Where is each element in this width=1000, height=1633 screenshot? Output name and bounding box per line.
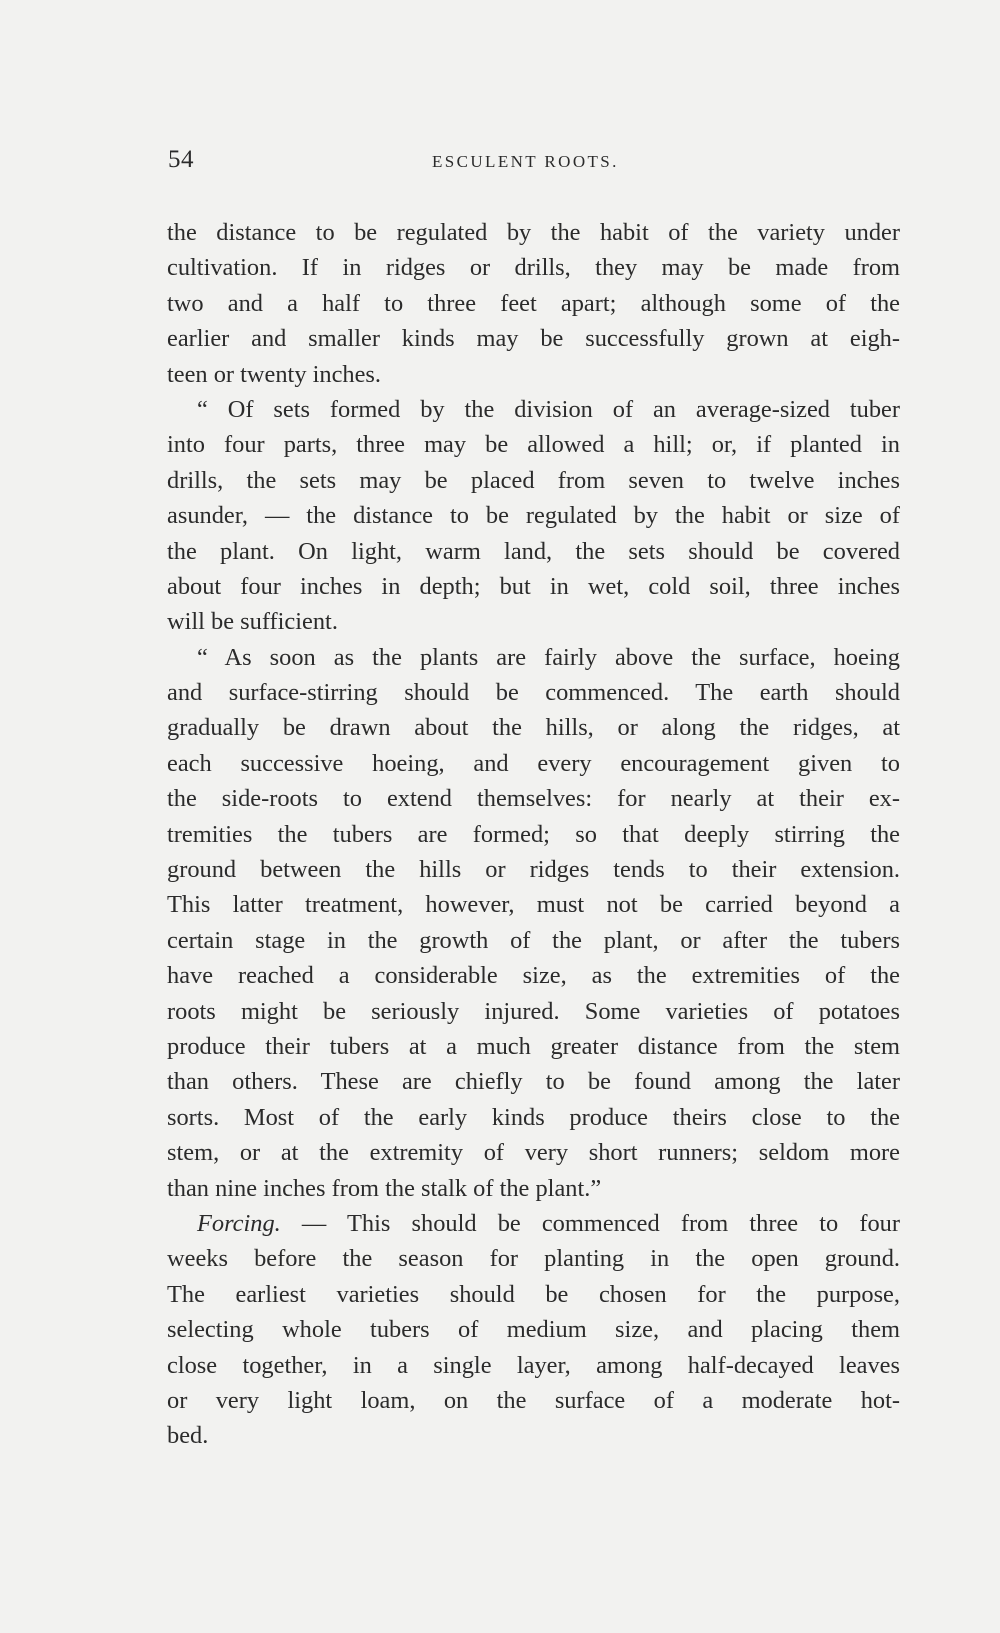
text-line: about four inches in depth; but in wet, cold soil, three inches <box>167 572 900 600</box>
text-line: the distance to be regulated by the habit of the variety under <box>167 219 900 246</box>
page-number: 54 <box>168 146 194 173</box>
running-head-title: ESCULENT ROOTS. <box>432 152 619 171</box>
text-line: tremities the tubers are formed; so that deeply stirring the <box>167 820 900 848</box>
text-line: two and a half to three feet apart; although some of the <box>167 289 900 317</box>
text-line: than others. These are chiefly to be found among the later <box>167 1068 900 1096</box>
text-line: asunder, — the distance to be regulated by the habit or size of <box>167 502 900 530</box>
text-line: into four parts, three may be allowed a hill; or, if planted in <box>167 431 900 459</box>
forcing-heading: Forcing. <box>197 1209 281 1237</box>
text-line: The earliest varieties should be chosen for the purpose, <box>167 1280 900 1308</box>
text-line: the side-roots to extend themselves: for nearly at their ex- <box>167 785 900 813</box>
text-line: weeks before the season for planting in the open ground. <box>167 1245 900 1273</box>
text-line: sorts. Most of the early kinds produce theirs close to the <box>167 1103 900 1131</box>
text-line: close together, in a single layer, among half-decayed leaves <box>167 1351 900 1379</box>
text-line: roots might be seriously injured. Some varieties of potatoes <box>167 997 900 1025</box>
text-line: will be sufficient. <box>167 608 338 636</box>
text-line: have reached a considerable size, as the extremities of the <box>167 962 900 990</box>
text-line: produce their tubers at a much greater distance from the stem <box>167 1032 900 1060</box>
text-line: “ Of sets formed by the division of an average-sized tuber <box>197 395 900 423</box>
text-line: and surface-stirring should be commenced. The earth should <box>167 679 900 707</box>
text-line: certain stage in the growth of the plant, or after the tubers <box>167 926 900 954</box>
text-line: selecting whole tubers of medium size, and placing them <box>167 1316 900 1344</box>
text-line: gradually be drawn about the hills, or along the ridges, at <box>167 714 900 742</box>
text-line: each successive hoeing, and every encouragement given to <box>167 749 900 777</box>
body-text <box>167 215 900 1454</box>
text-line: stem, or at the extremity of very short runners; seldom more <box>167 1139 900 1167</box>
forcing-line-text: — This should be commenced from three to four <box>301 1209 900 1237</box>
text-line-forcing <box>167 1206 900 1241</box>
text-line: earlier and smaller kinds may be successfully grown at eigh- <box>167 325 900 353</box>
text-line: “ As soon as the plants are fairly above the surface, hoeing <box>197 643 900 671</box>
text-line: cultivation. If in ridges or drills, they may be made from <box>167 254 900 282</box>
text-line: ground between the hills or ridges tends to their extension. <box>167 856 900 884</box>
text-line: or very light loam, on the surface of a moderate hot- <box>167 1386 900 1414</box>
text-line: bed. <box>167 1422 209 1450</box>
text-line: the plant. On light, warm land, the sets should be covered <box>167 537 900 565</box>
text-line: than nine inches from the stalk of the plant.” <box>167 1174 602 1202</box>
text-line: teen or twenty inches. <box>167 360 382 388</box>
running-head <box>168 146 900 182</box>
text-line: This latter treatment, however, must not be carried beyond a <box>167 891 900 919</box>
text-line: drills, the sets may be placed from seven to twelve inches <box>167 466 900 494</box>
